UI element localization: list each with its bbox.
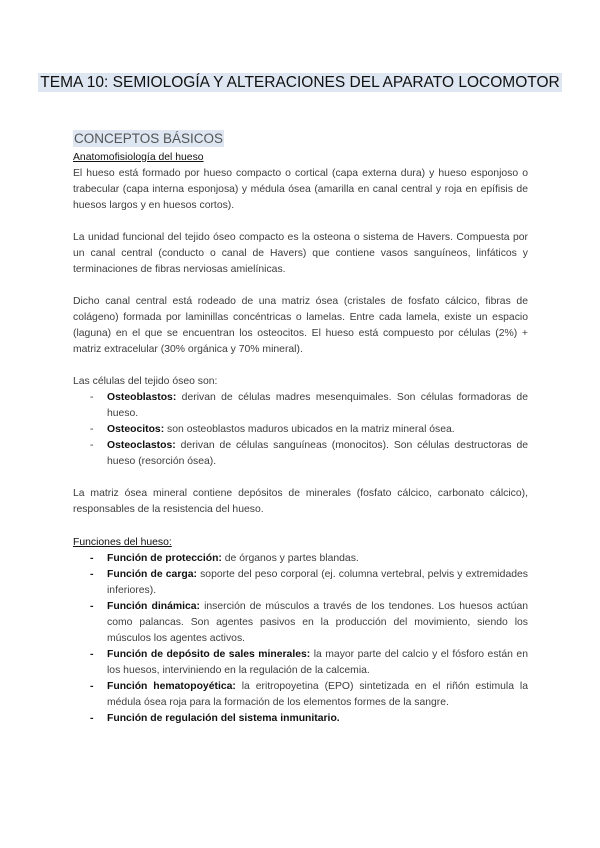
list-item-text: soporte del peso corporal (ej. columna vertebral, pelvis y extremidades inferiores). xyxy=(107,569,528,596)
paragraph-1: El hueso está formado por hueso compacto o cortical (capa externa dura) y hueso esponjoso o trabecular (capa interna esponjosa) y médula ósea (amarilla en canal central y roja en epífisis de huesos largos y en huesos cortos). xyxy=(73,168,528,211)
cells-list xyxy=(73,390,528,470)
list-item: - Osteoclastos: derivan de células sanguíneas (monocitos). Son células destructoras de hueso (resorción ósea). xyxy=(90,440,528,467)
list-item: - Función dinámica: inserción de músculos a través de los tendones. Los huesos actúan como palancas. Son agentes pasivos en la producción del movimiento, siendo los músculos los agentes activos. xyxy=(90,601,528,644)
list-item-text: la mayor parte del calcio y el fósforo están en los huesos, interviniendo en la regulación de la calcemia. xyxy=(107,649,528,676)
paragraph-4: La matriz ósea mineral contiene depósitos de minerales (fosfato cálcico, carbonato cálcico), responsables de la resistencia del hueso. xyxy=(73,488,528,515)
paragraph-2: La unidad funcional del tejido óseo compacto es la osteona o sistema de Havers. Compuesta por un canal central (conducto o canal de Havers) que contiene vasos sanguíneos, linfáticos y terminaciones de fibras nerviosas amielínicas. xyxy=(73,232,528,275)
list-item-text: derivan de células madres mesenquimales. Son células formadoras de hueso. xyxy=(107,392,528,419)
list-item: - Función de depósito de sales minerales: la mayor parte del calcio y el fósforo están en los huesos, interviniendo en la regulación de la calcemia. xyxy=(90,649,528,676)
list-item-term: Función de regulación del sistema inmunitario. xyxy=(107,713,340,724)
cells-intro: Las células del tejido óseo son: xyxy=(73,376,218,387)
list-item-text: inserción de músculos a través de los tendones. Los huesos actúan como palancas. Son agentes pasivos en la producción del movimiento, siendo los músculos los agentes activos. xyxy=(107,601,528,644)
list-item: - Función de regulación del sistema inmunitario. xyxy=(90,713,340,724)
list-item: - Función hematopoyética: la eritropoyetina (EPO) sintetizada en el riñón estimula la médula ósea roja para la formación de los elementos formes de la sangre. xyxy=(90,681,528,708)
subheading-anatomofisiologia: Anatomofisiología del hueso xyxy=(73,152,204,163)
title-block xyxy=(0,72,600,94)
list-item-term: Función de protección: xyxy=(107,553,222,564)
list-item-term: Función de depósito de sales minerales: xyxy=(107,649,311,660)
subheading-funciones: Funciones del hueso: xyxy=(73,537,172,548)
list-item-term: Función dinámica: xyxy=(107,601,200,612)
list-item-text: de órganos y partes blandas. xyxy=(221,553,359,564)
section-title: CONCEPTOS BÁSICOS xyxy=(74,131,224,146)
list-item: - Función de protección: de órganos y partes blandas. xyxy=(90,553,359,564)
list-item-text: la eritropoyetina (EPO) sintetizada en el riñón estimula la médula ósea roja para la formación de los elementos formes de la sangre. xyxy=(107,681,528,708)
list-item-term: Osteocitos: xyxy=(107,424,165,435)
list-item: - Osteocitos: son osteoblastos maduros ubicados en la matriz mineral ósea. xyxy=(90,424,455,435)
list-item-text: derivan de células sanguíneas (monocitos). Son células destructoras de hueso (resorción ósea). xyxy=(107,440,528,467)
list-item-term: Osteoblastos: xyxy=(107,392,177,403)
functions-list xyxy=(73,551,528,727)
list-item: - Osteoblastos: derivan de células madres mesenquimales. Son células formadoras de hueso. xyxy=(90,392,528,419)
list-item-term: Función de carga: xyxy=(107,569,197,580)
document-title: TEMA 10: SEMIOLOGÍA Y ALTERACIONES DEL APARATO LOCOMOTOR xyxy=(40,74,560,91)
list-item: - Función de carga: soporte del peso corporal (ej. columna vertebral, pelvis y extremidades inferiores). xyxy=(90,569,528,596)
list-item-term: Función hematopoyética: xyxy=(107,681,236,692)
document-body xyxy=(73,130,528,727)
paragraph-3: Dicho canal central está rodeado de una matriz ósea (cristales de fosfato cálcico, fibras de colágeno) formada por laminillas concéntricas o lamelas. Entre cada lamela, existe un espacio (laguna) en el que se encuentran los osteocitos. El hueso está compuesto por células (2%) + matriz extracelular (30% orgánica y 70% mineral). xyxy=(73,296,528,355)
list-item-term: Osteoclastos: xyxy=(107,440,176,451)
list-item-text: son osteoblastos maduros ubicados en la matriz mineral ósea. xyxy=(164,424,455,435)
